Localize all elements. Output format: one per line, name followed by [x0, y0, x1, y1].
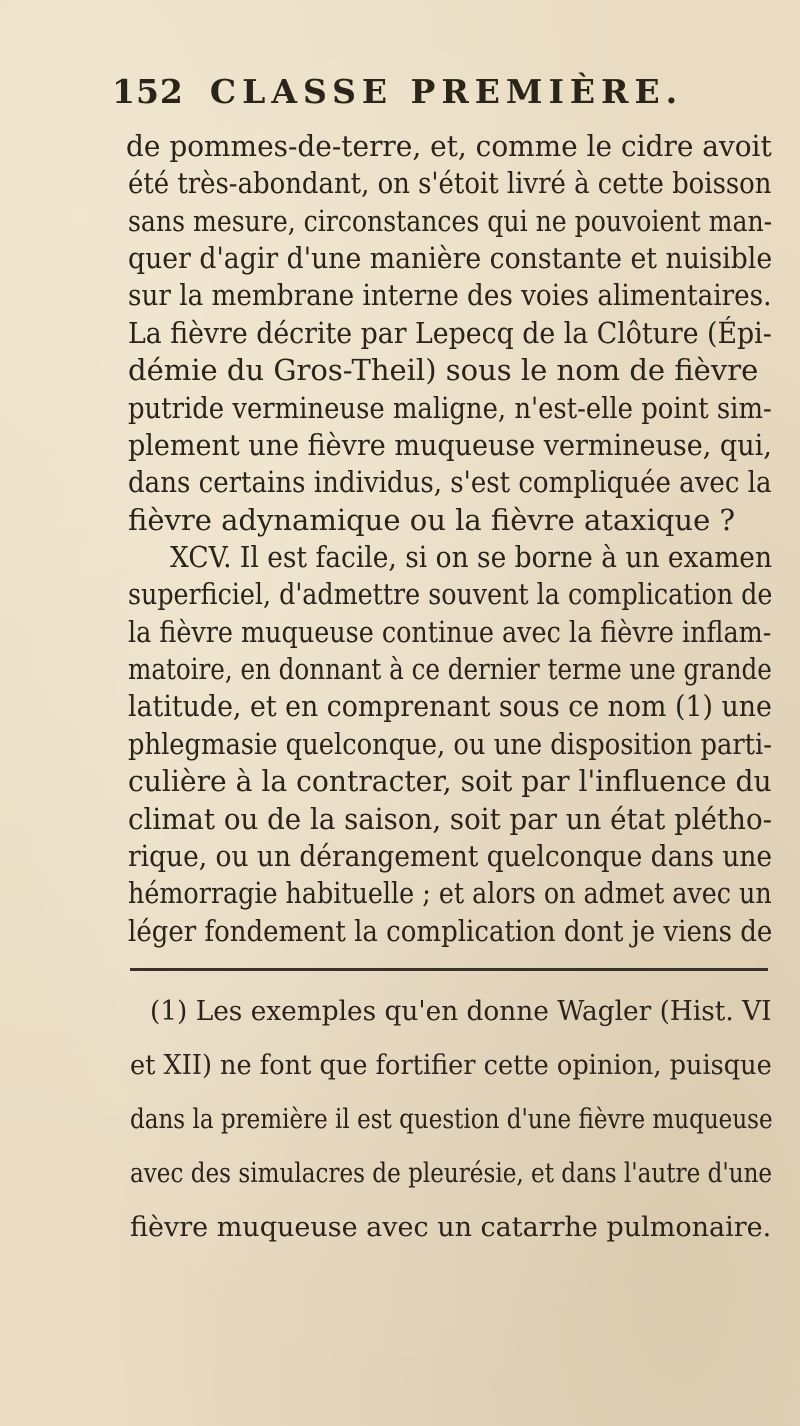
text-line: matoire, en donnant à ce dernier terme une grande: [128, 652, 772, 687]
text-line: la fièvre muqueuse continue avec la fièvre inflam-: [128, 614, 772, 649]
page-number: 152: [112, 72, 184, 111]
text-line: plement une fièvre muqueuse vermineuse, qui,: [128, 427, 772, 462]
footnote-line: fièvre muqueuse avec un catarrhe pulmonaire.: [130, 1212, 772, 1243]
text-line: dans certains individus, s'est compliquée avec la: [128, 465, 772, 500]
text-line: léger fondement la complication dont je viens de: [128, 913, 773, 948]
text-line: superficiel, d'admettre souvent la complication de: [128, 577, 773, 612]
footnote-line: (1) Les exemples qu'en donne Wagler (Hist. VI: [150, 996, 772, 1027]
text-line: de pommes-de-terre, et, comme le cidre avoit: [126, 129, 772, 163]
text-line: quer d'agir d'une manière constante et nuisible: [128, 241, 773, 276]
text-line: démie du Gros-Theil) sous le nom de fièvre: [128, 353, 759, 388]
text-line: La fièvre décrite par Lepecq de la Clôture (Épi-: [128, 315, 772, 350]
section-start-line: XCV. Il est facile, si on se borne à un examen: [170, 540, 772, 574]
text-line: sur la membrane interne des voies alimentaires.: [128, 278, 772, 313]
footnote-rule: [130, 968, 768, 971]
text-line: hémorragie habituelle ; et alors on admet avec un: [128, 876, 772, 911]
text-line: culière à la contracter, soit par l'influence du: [128, 764, 772, 799]
text-line: climat ou de la saison, soit par un état plétho-: [128, 801, 772, 836]
text-line: phlegmasie quelconque, ou une disposition parti-: [128, 726, 772, 761]
footnote-line: avec des simulacres de pleurésie, et dans l'autre d'une: [130, 1158, 773, 1189]
text-line: fièvre adynamique ou la fièvre ataxique ?: [128, 502, 736, 537]
running-head: [112, 72, 732, 122]
running-title: CLASSE PREMIÈRE.: [209, 72, 684, 111]
text-line: rique, ou un dérangement quelconque dans une: [128, 838, 773, 873]
text-line: putride vermineuse maligne, n'est-elle point sim-: [128, 390, 772, 425]
text-line: latitude, et en comprenant sous ce nom (1) une: [128, 689, 772, 724]
footnote-line: et XII) ne font que fortifier cette opinion, puisque: [130, 1050, 772, 1081]
text-line: sans mesure, circonstances qui ne pouvoient man-: [128, 203, 773, 238]
footnote-line: dans la première il est question d'une fièvre muqueuse: [130, 1104, 773, 1135]
text-line: été très-abondant, on s'étoit livré à cette boisson: [128, 166, 772, 201]
